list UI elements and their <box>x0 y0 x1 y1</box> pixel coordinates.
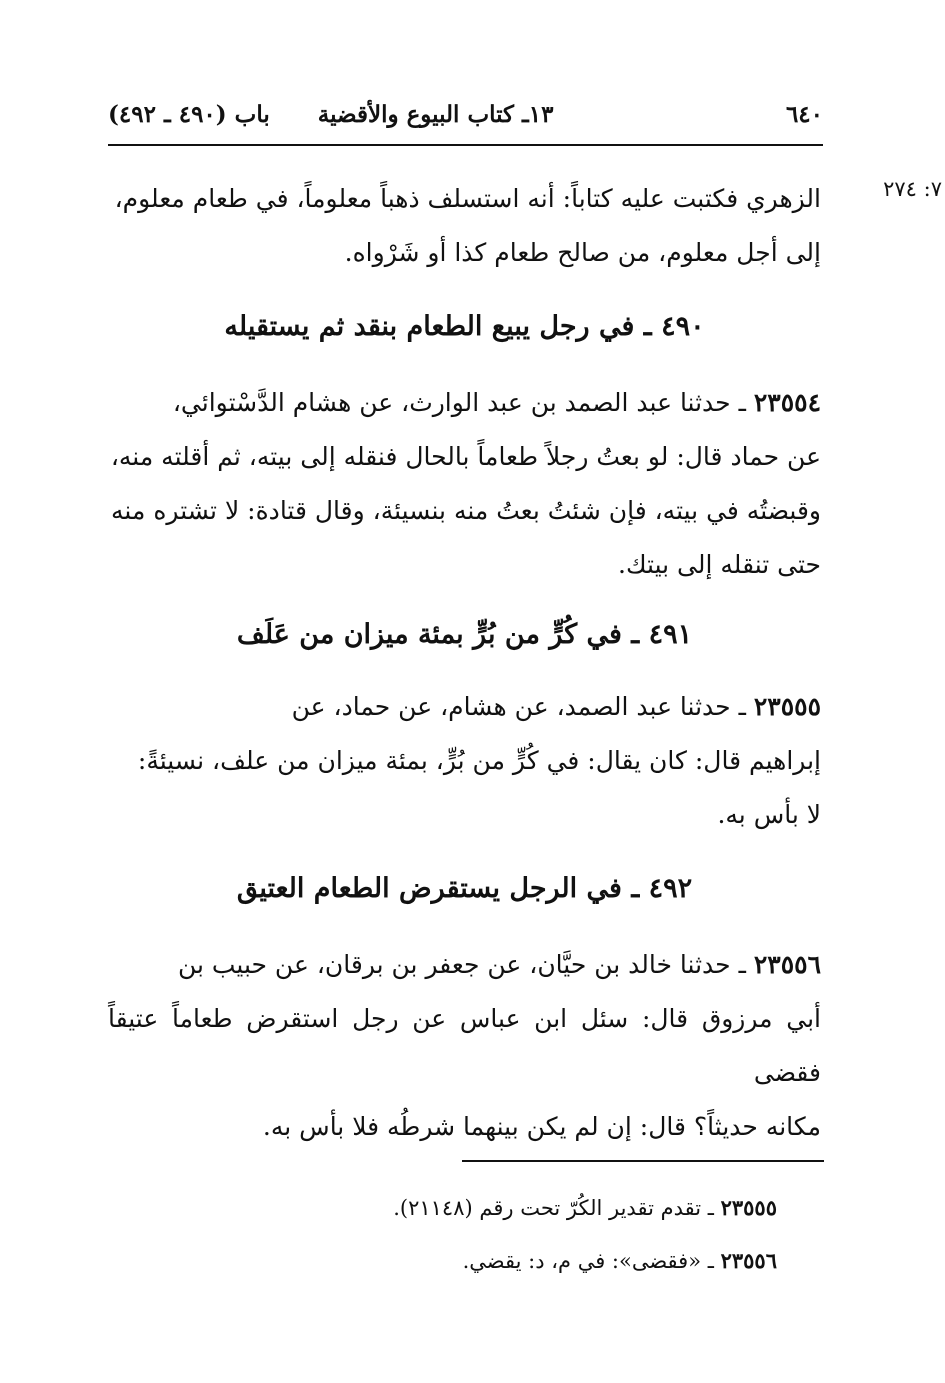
section-heading-492: ٤٩٢ ـ في الرجل يستقرض الطعام العتيق <box>236 873 693 904</box>
intro-paragraph <box>108 172 821 280</box>
hadith-23556 <box>108 938 821 1154</box>
footnote-number: ٢٣٥٥٦ <box>720 1248 777 1273</box>
hadith-23554 <box>108 376 821 592</box>
running-header <box>108 92 823 136</box>
text-line: ٢٣٥٥٥ ـ حدثنا عبد الصمد، عن هشام، عن حماد، عن <box>291 692 821 721</box>
text-line: وقبضتُه في بيته، فإن شئتُ بعتُ منه بنسيئة، وقال قتادة: لا تشتره منه <box>111 496 821 525</box>
margin-reference: ٧: ٢٧٤ <box>883 177 942 201</box>
text-line: إبراهيم قال: كان يقال: في كُرٍّ من بُرٍّ، بمئة ميزان من علف، نسيئةً: <box>137 746 821 775</box>
text-line: ٢٣٥٥٤ ـ حدثنا عبد الصمد بن عبد الوارث، عن هشام الدَّسْتوائي، <box>172 388 821 417</box>
text-line: إلى أجل معلوم، من صالح طعام كذا أو شَرْواه. <box>344 238 821 267</box>
footnote-rule <box>462 1160 824 1162</box>
section-heading-490: ٤٩٠ ـ في رجل يبيع الطعام بنقد ثم يستقيله <box>224 311 705 342</box>
text-line: مكانه حديثاً؟ قال: إن لم يكن بينهما شرطُه فلا بأس به. <box>262 1112 821 1141</box>
hadith-number: ٢٣٥٥٥ <box>753 692 821 721</box>
hadith-number: ٢٣٥٥٦ <box>753 950 821 979</box>
footnote-number: ٢٣٥٥٥ <box>720 1195 777 1220</box>
header-rule <box>108 144 823 146</box>
text-line: الزهري فكتبت عليه كتاباً: أنه استسلف ذهباً معلوماً، في طعام معلوم، <box>114 184 821 213</box>
hadith-23555 <box>108 680 821 842</box>
text-line: أبي مرزوق قال: سئل ابن عباس عن رجل استقرض طعاماً عتيقاً فقضى <box>108 1004 821 1087</box>
book-title: ١٣ـ كتاب البيوع والأقضية <box>317 100 554 128</box>
section-heading-491: ٤٩١ ـ في كُرٍّ من بُرٍّ بمئة ميزان من عَلَف <box>236 619 693 650</box>
page-number: ٦٤٠ <box>785 100 823 128</box>
footnote: ٢٣٥٥٦ ـ «فقضى»: في م، د: يقضي. <box>462 1248 777 1273</box>
hadith-number: ٢٣٥٥٤ <box>753 388 821 417</box>
text-line: حتى تنقله إلى بيتك. <box>618 550 821 579</box>
text-line: ٢٣٥٥٦ ـ حدثنا خالد بن حيَّان، عن جعفر بن برقان، عن حبيب بن <box>177 950 821 979</box>
text-line: عن حماد قال: لو بعتُ رجلاً طعاماً بالحال فنقله إلى بيته، ثم أقلته منه، <box>110 442 821 471</box>
chapter-range: باب (٤٩٠ ـ ٤٩٢) <box>108 100 270 128</box>
text-line: لا بأس به. <box>717 800 821 829</box>
footnote: ٢٣٥٥٥ ـ تقدم تقدير الكُرّ تحت رقم (٢١١٤٨). <box>393 1195 777 1220</box>
